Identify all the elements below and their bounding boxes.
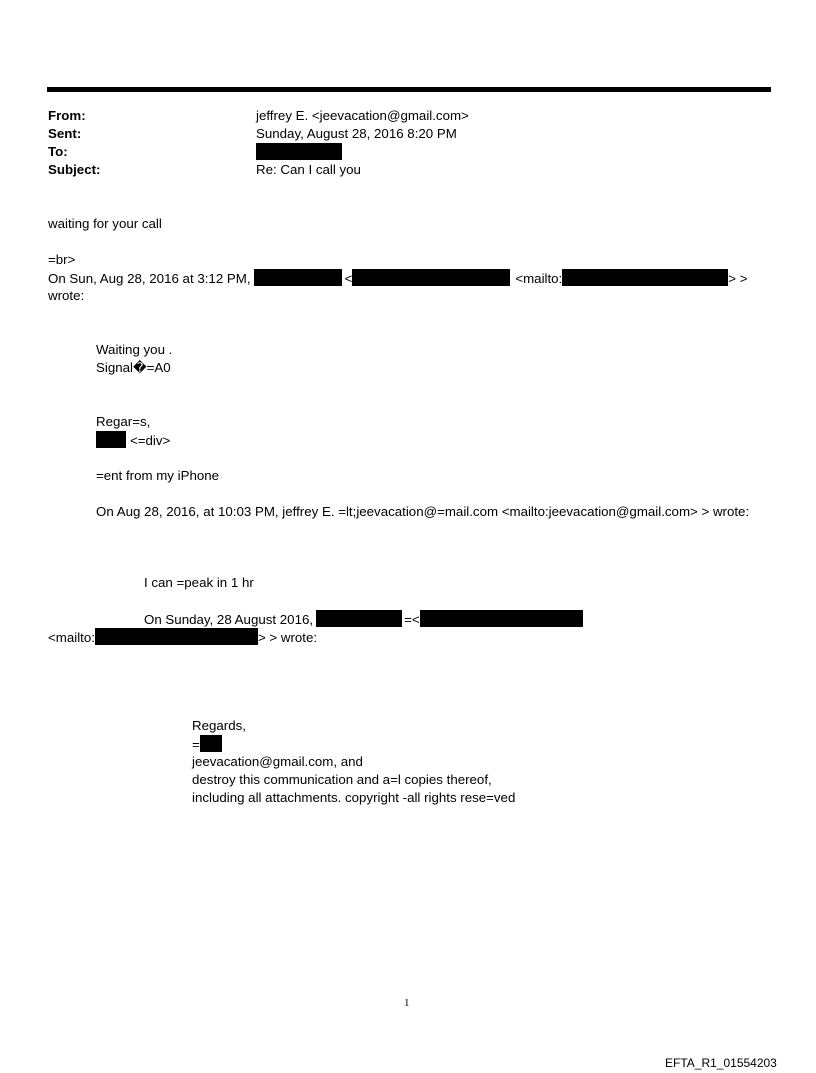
page-number: 1 bbox=[404, 997, 410, 1009]
quoted-regards-1: Regar=s, bbox=[96, 414, 151, 429]
quoted-signature-1 bbox=[96, 431, 170, 450]
quoted-waiting: Waiting you . bbox=[96, 342, 173, 357]
quoted-div-tag: <=div> bbox=[130, 433, 171, 448]
subject-value: Re: Can I call you bbox=[256, 162, 361, 177]
reply-header-1-mailto: <mailto: bbox=[515, 271, 563, 286]
redaction-box bbox=[95, 628, 258, 645]
quoted-email-line: jeevacation@gmail.com, and bbox=[192, 754, 363, 769]
redaction-box bbox=[256, 143, 342, 160]
body-line-waiting: waiting for your call bbox=[48, 216, 162, 231]
header-rule bbox=[47, 87, 771, 92]
redaction-box bbox=[562, 269, 728, 286]
redaction-box bbox=[420, 610, 583, 627]
reply-header-1 bbox=[48, 269, 748, 288]
reply-header-3-text: On Sunday, 28 August 2016, bbox=[144, 612, 314, 627]
reply-header-3 bbox=[144, 610, 583, 629]
quoted-signature-2 bbox=[192, 735, 222, 754]
document-id: EFTA_R1_01554203 bbox=[665, 1056, 777, 1070]
quoted-eq: = bbox=[192, 737, 200, 752]
redaction-box bbox=[254, 269, 342, 286]
reply-header-2: On Aug 28, 2016, at 10:03 PM, jeffrey E. =lt;jeevacation@=mail.com <mailto:jeevacation@gmail.com> > wrote: bbox=[96, 504, 750, 519]
to-value bbox=[256, 143, 342, 162]
redaction-box bbox=[352, 269, 510, 286]
reply-header-1-text: On Sun, Aug 28, 2016 at 3:12 PM, bbox=[48, 271, 251, 286]
reply-header-1-wrote: wrote: bbox=[48, 288, 85, 303]
redaction-box bbox=[316, 610, 402, 627]
reply-header-1-lt: < bbox=[344, 271, 353, 286]
body-line-br: =br> bbox=[48, 252, 76, 267]
reply-header-3-end: > > wrote: bbox=[257, 630, 318, 645]
quoted-regards-2: Regards, bbox=[192, 718, 246, 733]
quoted-signal: Signal�=A0 bbox=[96, 360, 171, 375]
quoted-destroy-line: destroy this communication and a=l copies thereof, bbox=[192, 772, 492, 787]
quoted-speak: I can =peak in 1 hr bbox=[144, 575, 254, 590]
to-label: To: bbox=[48, 144, 68, 159]
reply-header-3-lt: =< bbox=[404, 612, 420, 627]
quoted-sent-from-iphone: =ent from my iPhone bbox=[96, 468, 220, 483]
redaction-box bbox=[96, 431, 126, 448]
reply-header-1-end: > > bbox=[728, 271, 748, 286]
sent-value: Sunday, August 28, 2016 8:20 PM bbox=[256, 126, 457, 141]
reply-header-3-mailto: <mailto: bbox=[48, 630, 95, 645]
from-label: From: bbox=[48, 108, 86, 123]
from-value: jeffrey E. <jeevacation@gmail.com> bbox=[256, 108, 469, 123]
reply-header-3-continued bbox=[48, 628, 317, 647]
subject-label: Subject: bbox=[48, 162, 101, 177]
redaction-box bbox=[200, 735, 222, 752]
sent-label: Sent: bbox=[48, 126, 82, 141]
quoted-including-line: including all attachments. copyright -all rights rese=ved bbox=[192, 790, 516, 805]
